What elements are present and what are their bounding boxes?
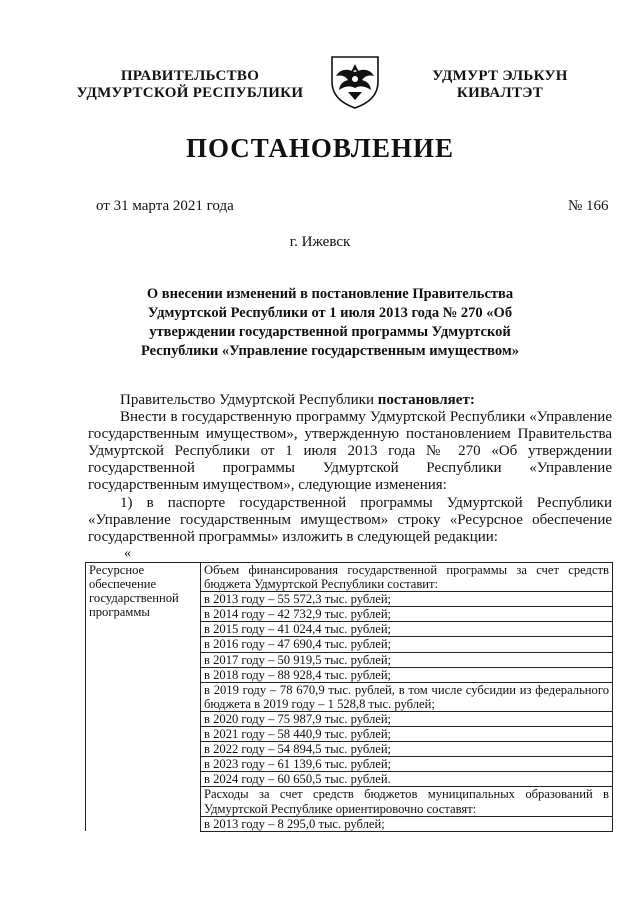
resource-table-body	[86, 563, 613, 832]
document-title: О внесении изменений в постановление Правительства Удмуртской Республики от 1 июля 2013 года № 270 «Об утверждении государственной программы Удмуртской Республики «Управление государственным имуществом»	[141, 286, 519, 359]
resource-value-cell: в 2014 году – 42 732,9 тыс. рублей;	[201, 607, 613, 622]
resource-value-cell: в 2022 году – 54 894,5 тыс. рублей;	[201, 742, 613, 757]
document-type: ПОСТАНОВЛЕНИЕ	[185, 133, 455, 163]
resource-value-cell: в 2024 году – 60 650,5 тыс. рублей.	[201, 772, 613, 787]
resource-value-cell: в 2017 году – 50 919,5 тыс. рублей;	[201, 652, 613, 667]
resource-value-cell: в 2019 году – 78 670,9 тыс. рублей, в том числе субсидии из федерального бюджета в 2019 году – 1 528,8 тыс. рублей;	[201, 682, 613, 711]
government-name-udm-line1: УДМУРТ ЭЛЬКУН	[432, 68, 568, 84]
resource-table	[85, 562, 613, 832]
resource-value-cell: в 2013 году – 8 295,0 тыс. рублей;	[201, 816, 613, 831]
paragraph-amendment: Внести в государственную программу Удмуртской Республики «Управление государственным имуществом», утвержденную постановлением Правительства Удмуртской Республики от 1 июля 2013 года № 270 «Об утверждении государственной программы Удмуртской Республики «Управление государственным имуществом», следующие изменения:	[88, 409, 612, 493]
resource-value-cell: в 2020 году – 75 987,9 тыс. рублей;	[201, 711, 613, 726]
resource-value-cell: Объем финансирования государственной программы за счет средств бюджета Удмуртской Республики составит:	[201, 563, 613, 592]
intro-resolves: постановляет:	[377, 392, 475, 408]
government-name-ru-line1: ПРАВИТЕЛЬСТВО	[120, 68, 260, 84]
resource-value-cell: в 2023 году – 61 139,6 тыс. рублей;	[201, 757, 613, 772]
table-row	[86, 563, 613, 592]
opening-quote: «	[124, 546, 131, 561]
resource-label-cell: Ресурсное обеспечение государственной программы	[86, 563, 201, 832]
resource-value-cell: Расходы за счет средств бюджетов муниципальных образований в Удмуртской Республике ориентировочно составят:	[201, 787, 613, 816]
intro-text: Правительство Удмуртской Республики	[120, 392, 378, 408]
resource-value-cell: в 2016 году – 47 690,4 тыс. рублей;	[201, 637, 613, 652]
government-name-udm-line2: КИВАЛТЭТ	[456, 85, 544, 101]
resource-value-cell: в 2013 году – 55 572,3 тыс. рублей;	[201, 592, 613, 607]
resource-value-cell: в 2021 году – 58 440,9 тыс. рублей;	[201, 727, 613, 742]
government-name-udm	[420, 68, 580, 102]
intro-line	[120, 392, 570, 409]
paragraph-item-1: 1) в паспорте государственной программы Удмуртской Республики «Управление государственным имуществом» строку «Ресурсное обеспечение государственной программы» изложить в следующей редакции:	[88, 495, 612, 545]
resource-value-cell: в 2015 году – 41 024,4 тыс. рублей;	[201, 622, 613, 637]
document-date: от 31 марта 2021 года	[96, 198, 234, 214]
government-name-ru-line2: УДМУРТСКОЙ РЕСПУБЛИКИ	[76, 85, 304, 101]
resource-value-cell: в 2018 году – 88 928,4 тыс. рублей;	[201, 667, 613, 682]
udmurtia-coat-of-arms-icon	[326, 52, 384, 110]
document-number: № 166	[568, 198, 609, 214]
document-city: г. Ижевск	[289, 234, 351, 250]
government-name-ru	[70, 68, 310, 102]
